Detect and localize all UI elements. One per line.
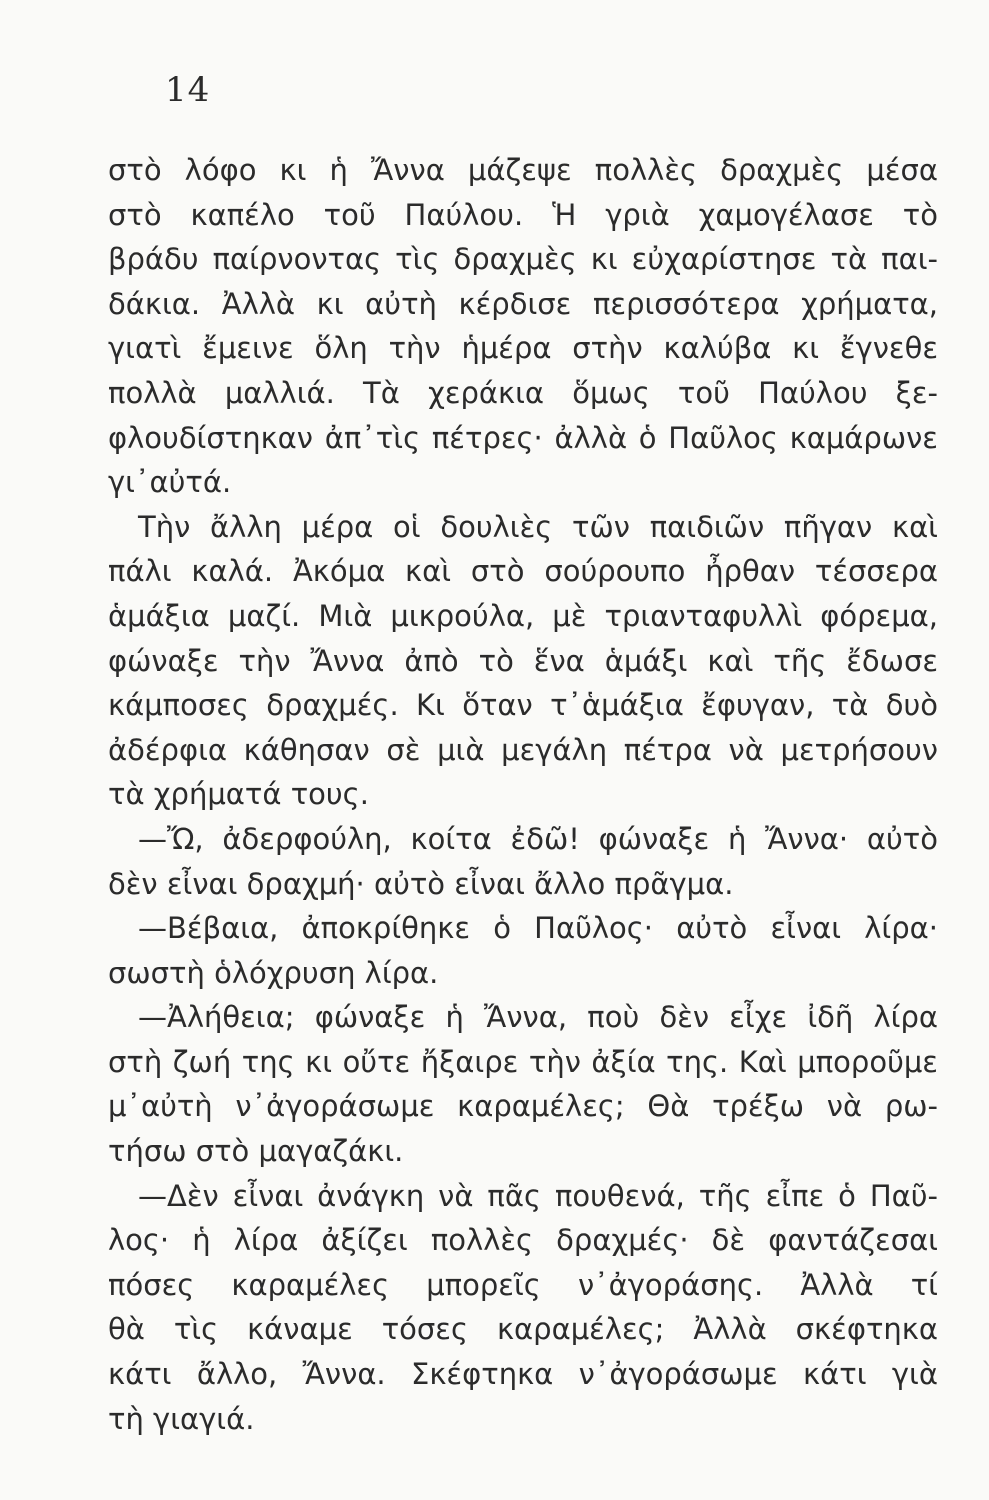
text-line: στὴ ζωή της κι οὔτε ἤξαιρε τὴν ἀξία της. Καὶ μποροῦμε	[108, 1044, 938, 1079]
text-line: Τὴν ἄλλη μέρα οἱ δουλιὲς τῶν παιδιῶν πῆγαν καὶ	[138, 509, 938, 544]
text-line: κάτι ἄλλο, Ἄννα. Σκέφτηκα ν᾽ἀγοράσωμε κάτι γιὰ	[108, 1357, 938, 1392]
text-line: —Ὤ, ἀδερφούλη, κοίτα ἐδῶ! φώναξε ἡ Ἄννα· αὐτὸ	[138, 821, 938, 856]
body-text	[108, 148, 938, 1441]
text-line: δὲν εἶναι δραχμή· αὐτὸ εἶναι ἄλλο πρᾶγμα.	[108, 866, 734, 901]
text-line: πάλι καλά. Ἀκόμα καὶ στὸ σούρουπο ἦρθαν τέσσερα	[108, 554, 938, 589]
text-line: σωστὴ ὁλόχρυση λίρα.	[108, 955, 439, 990]
text-line: τὴ γιαγιά.	[108, 1401, 255, 1436]
text-line: τὰ χρήματά τους.	[108, 777, 369, 812]
text-line: φλουδίστηκαν ἀπ᾽τὶς πέτρες· ἀλλὰ ὁ Παῦλος καμάρωνε	[108, 420, 938, 455]
text-line: ἀδέρφια κάθησαν σὲ μιὰ μεγάλη πέτρα νὰ μετρήσουν	[108, 732, 938, 767]
text-line: δάκια. Ἀλλὰ κι αὐτὴ κέρδισε περισσότερα χρήματα,	[108, 286, 938, 321]
text-line: φώναξε τὴν Ἄννα ἀπὸ τὸ ἕνα ἁμάξι καὶ τῆς ἔδωσε	[108, 643, 938, 678]
text-line: πόσες καραμέλες μπορεῖς ν᾽ἀγοράσης. Ἀλλὰ τί	[108, 1267, 938, 1302]
text-line: βράδυ παίρνοντας τὶς δραχμὲς κι εὐχαρίστησε τὰ παι-	[108, 242, 938, 277]
text-line: τήσω στὸ μαγαζάκι.	[108, 1134, 404, 1169]
text-line: στὸ λόφο κι ἡ Ἄννα μάζεψε πολλὲς δραχμὲς μέσα	[108, 153, 938, 187]
text-line: στὸ καπέλο τοῦ Παύλου. Ἡ γριὰ χαμογέλασε τὸ	[108, 197, 938, 232]
text-line: μ᾽αὐτὴ ν᾽ἀγοράσωμε καραμέλες; Θὰ τρέξω νὰ ρω-	[108, 1089, 938, 1124]
text-line: λος· ἡ λίρα ἀξίζει πολλὲς δραχμές· δὲ φαντάζεσαι	[108, 1223, 938, 1258]
page-number: 14	[165, 70, 211, 110]
text-line: —Δὲν εἶναι ἀνάγκη νὰ πᾶς πουθενά, τῆς εἶπε ὁ Παῦ-	[138, 1178, 938, 1213]
text-line: θὰ τὶς κάναμε τόσες καραμέλες; Ἀλλὰ σκέφτηκα	[108, 1312, 938, 1347]
text-line: κάμποσες δραχμές. Κι ὅταν τ᾽ἁμάξια ἔφυγαν, τὰ δυὸ	[108, 688, 938, 723]
text-line: γιατὶ ἔμεινε ὅλη τὴν ἡμέρα στὴν καλύβα κι ἔγνεθε	[108, 331, 938, 366]
text-line: γι᾽αὐτά.	[108, 465, 232, 500]
text-line: —Ἀλήθεια; φώναξε ἡ Ἄννα, ποὺ δὲν εἶχε ἰδῆ λίρα	[138, 1000, 938, 1035]
text-line: —Βέβαια, ἀποκρίθηκε ὁ Παῦλος· αὐτὸ εἶναι λίρα·	[138, 911, 938, 946]
text-line: πολλὰ μαλλιά. Τὰ χεράκια ὅμως τοῦ Παύλου ξε-	[108, 375, 938, 410]
text-line: ἁμάξια μαζί. Μιὰ μικρούλα, μὲ τριανταφυλλὶ φόρεμα,	[108, 598, 938, 633]
